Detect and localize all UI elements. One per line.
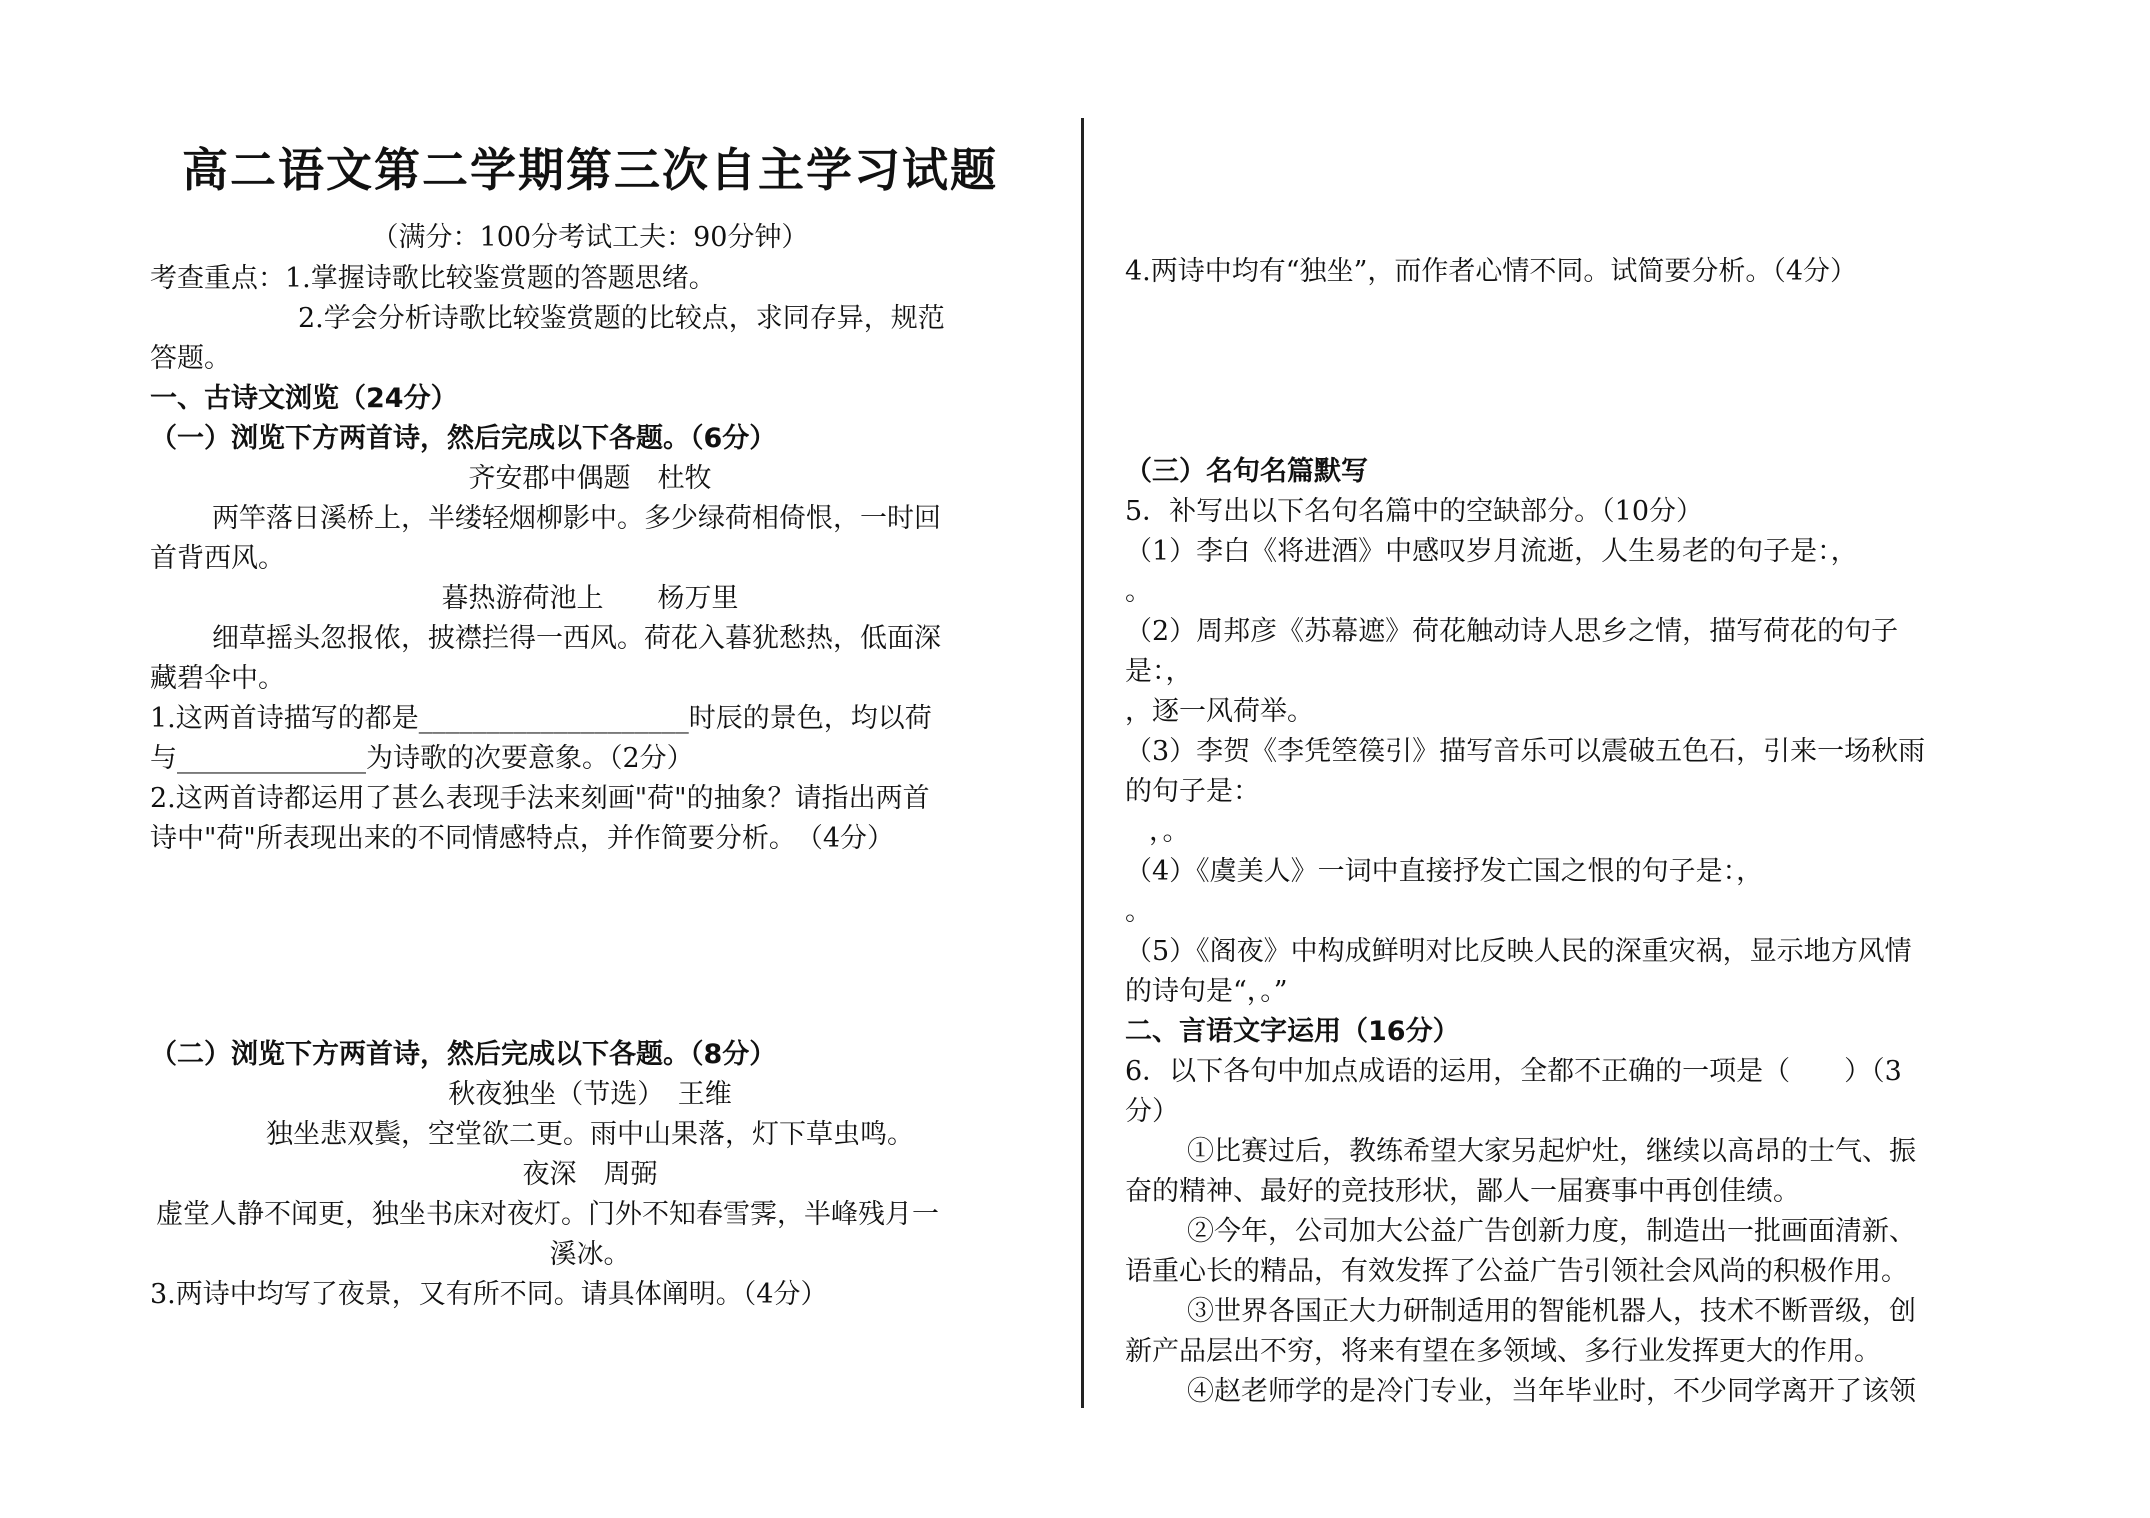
question-5-item: 的诗句是“，。”	[1125, 976, 1288, 1007]
poem1-title: 齐安郡中偶题 杜牧	[468, 463, 712, 494]
column-divider	[1081, 118, 1084, 1408]
poem1-line: 首背西风。	[150, 543, 285, 574]
option-3: ③世界各国正大力研制适用的智能机器人，技术不断晋级，创	[1187, 1296, 1916, 1327]
option-1: 奋的精神、最好的竞技形状，鄙人一届赛事中再创佳绩。	[1125, 1176, 1800, 1207]
focus-line-2: 2.学会分析诗歌比较鉴赏题的比较点，求同存异，规范	[298, 303, 945, 334]
question-5-item: （2）周邦彦《苏幕遮》荷花触动诗人思乡之情，描写荷花的句子	[1125, 616, 1899, 647]
question-5-item: （4）《虞美人》一词中直接抒发亡国之恨的句子是：，	[1125, 856, 1764, 887]
poem3-line: 独坐悲双鬓，空堂欲二更。雨中山果落，灯下草虫鸣。	[266, 1119, 914, 1150]
poem1-line: 两竿落日溪桥上，半缕轻烟柳影中。多少绿荷相倚恨，一时回	[212, 503, 941, 534]
exam-info: （满分：100分考试工夫：90分钟）	[371, 222, 809, 253]
question-2: 2.这两首诗都运用了甚么表现手法来刻画"荷"的抽象？请指出两首	[150, 783, 930, 814]
option-4: ④赵老师学的是冷门专业，当年毕业时，不少同学离开了该领	[1187, 1376, 1916, 1407]
question-5-item: （3）李贺《李凭箜篌引》描写音乐可以震破五色石，引来一场秋雨	[1125, 736, 1926, 767]
question-4: 4.两诗中均有“独坐”，而作者心情不同。试简要分析。（4分）	[1125, 256, 1858, 287]
focus-line-3: 答题。	[150, 343, 231, 374]
question-5-item: 的句子是：	[1125, 776, 1260, 807]
question-6: 分）	[1125, 1096, 1179, 1127]
part2-heading: （二）浏览下方两首诗，然后完成以下各题。（8分）	[150, 1039, 777, 1070]
option-1: ①比赛过后，教练希望大家另起炉灶，继续以高昂的士气、振	[1187, 1136, 1916, 1167]
question-5: 5．补写出以下名句名篇中的空缺部分。（10分）	[1125, 496, 1704, 527]
poem4-title: 夜深 周弼	[522, 1159, 658, 1190]
part1-heading: （一）浏览下方两首诗，然后完成以下各题。（6分）	[150, 423, 777, 454]
poem2-line: 藏碧伞中。	[150, 663, 285, 694]
option-3: 新产品层出不穷，将来有望在多领域、多行业发挥更大的作用。	[1125, 1336, 1881, 1367]
question-5-item: ，逐一风荷举。	[1125, 696, 1314, 727]
page-title: 高二语文第二学期第三次自主学习试题	[182, 143, 998, 197]
section1-heading: 一、古诗文浏览（24分）	[150, 383, 458, 414]
part3-heading: （三）名句名篇默写	[1125, 456, 1368, 487]
poem4-line: 溪冰。	[549, 1239, 631, 1270]
question-5-item: ，。	[1149, 816, 1190, 847]
question-2: 诗中"荷"所表现出来的不同情感特点，并作简要分析。 （4分）	[150, 823, 895, 854]
question-1: 1.这两首诗描写的都是____________________时辰的景色，均以荷	[150, 703, 932, 734]
question-5-item: 。	[1125, 896, 1152, 927]
poem4-line: 虚堂人静不闻更，独坐书床对夜灯。门外不知春雪霁，半峰残月一	[156, 1199, 939, 1230]
option-2: 语重心长的精品，有效发挥了公益广告引领社会风尚的积极作用。	[1125, 1256, 1908, 1287]
question-1: 与______________为诗歌的次要意象。（2分）	[150, 743, 694, 774]
poem2-line: 细草摇头忽报侬，披襟拦得一西风。荷花入暮犹愁热，低面深	[212, 623, 941, 654]
question-5-item: 是：，	[1125, 656, 1193, 687]
question-3: 3.两诗中均写了夜景，又有所不同。请具体阐明。（4分）	[150, 1279, 828, 1310]
focus-line-1: 考查重点：1.掌握诗歌比较鉴赏题的答题思绪。	[150, 263, 716, 294]
poem2-title: 暮热游荷池上 杨万里	[441, 583, 739, 614]
question-6: 6．以下各句中加点成语的运用，全都不正确的一项是（ ）（3	[1125, 1056, 1902, 1087]
poem3-title: 秋夜独坐（节选） 王维	[448, 1079, 732, 1110]
question-5-item: 。	[1125, 576, 1152, 607]
option-2: ②今年，公司加大公益广告创新力度，制造出一批画面清新、	[1187, 1216, 1916, 1247]
question-5-item: （5）《阁夜》中构成鲜明对比反映人民的深重灾祸，显示地方风情	[1125, 936, 1912, 967]
section2-heading: 二、言语文字运用（16分）	[1125, 1016, 1460, 1047]
question-5-item: （1）李白《将进酒》中感叹岁月流逝，人生易老的句子是：，	[1125, 536, 1858, 567]
